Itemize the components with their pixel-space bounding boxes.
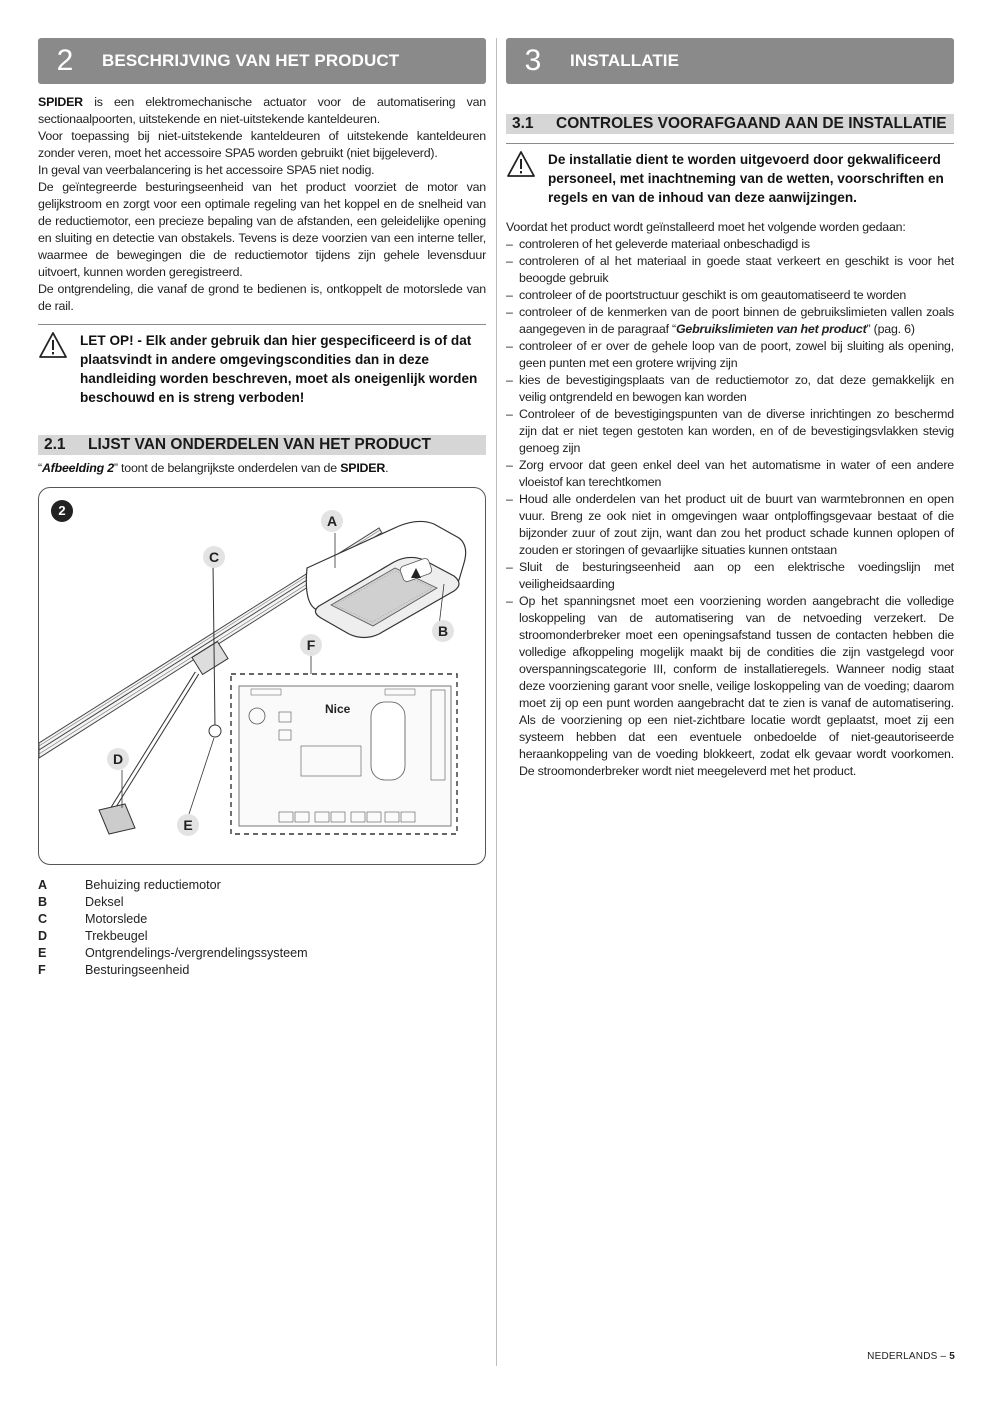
legend-key: C xyxy=(38,912,48,926)
section-3-1-header xyxy=(506,114,954,134)
figure-number-badge: 2 xyxy=(51,500,73,522)
list-item-text: ” (pag. 6) xyxy=(866,322,915,336)
legend-row xyxy=(38,962,486,979)
warning-text: LET OP! - Elk ander gebruik dan hier gespecificeerd is of dat plaatsvindt in andere omgevingscondities dan in deze handleiding worden beschreven, moet als oneigenlijk worden beschouwd en is streng verboden! xyxy=(80,333,478,405)
list-item: – kies de bevestigingsplaats van de reductiemotor zo, dat deze gemakkelijk en veilig ontgrendeld en bewogen kan worden xyxy=(506,372,954,406)
legend-row xyxy=(38,945,486,962)
legend-text: Motorslede xyxy=(85,912,148,926)
paragraph: Voor toepassing bij niet-uitstekende kanteldeuren of uitstekende kanteldeuren zonder veren, moet het accessoire SPA5 worden gebruikt (niet bijgeleverd). xyxy=(38,129,486,160)
label-b: B xyxy=(432,620,454,642)
warning-icon xyxy=(506,150,548,207)
paragraph: De ontgrendeling, die vanaf de grond te bedienen is, ontkoppelt de motorslede van de rail. xyxy=(38,282,486,313)
label-d: D xyxy=(107,748,129,770)
paragraph: In geval van veerbalancering is het accessoire SPA5 niet nodig. xyxy=(38,163,375,177)
page-number: 5 xyxy=(949,1351,955,1362)
list-item: – controleren of al het materiaal in goede staat verkeert en geschikt is voor het beoogde gebruik xyxy=(506,253,954,287)
section-2-1-header xyxy=(38,435,486,455)
product-description xyxy=(38,94,486,315)
section-title: LIJST VAN ONDERDELEN VAN HET PRODUCT xyxy=(88,436,432,453)
list-item xyxy=(506,304,954,338)
warning-box xyxy=(38,324,486,407)
legend-row xyxy=(38,894,486,911)
control-board xyxy=(231,674,457,834)
footer-language: NEDERLANDS – xyxy=(867,1351,950,1362)
chapter-number: 3 xyxy=(524,44,542,77)
section-link[interactable]: Gebruikslimieten van het product xyxy=(675,322,867,336)
legend-row xyxy=(38,877,486,894)
legend-key: A xyxy=(38,878,48,892)
figure-link[interactable]: Afbeelding 2 xyxy=(41,461,114,475)
label-e: E xyxy=(177,814,199,836)
legend-row xyxy=(38,928,486,945)
quote: “ xyxy=(38,461,42,475)
label-c: C xyxy=(203,546,225,568)
legend-key: B xyxy=(38,895,48,909)
chapter-2-header xyxy=(38,38,486,84)
chapter-3-header xyxy=(506,38,954,84)
figure-illustration xyxy=(39,488,485,864)
legend-text: Ontgrendelings-/vergrendelingssysteem xyxy=(85,946,308,960)
chapter-title: BESCHRIJVING VAN HET PRODUCT xyxy=(102,51,400,70)
warning-icon xyxy=(38,331,80,407)
product-name: SPIDER xyxy=(340,461,386,475)
list-item: – controleren of het geleverde materiaal onbeschadigd is xyxy=(506,236,954,253)
list-item: – controleer of er over de gehele loop van de poort, zowel bij sluiting als opening, geen punten met een grotere wrijving zijn xyxy=(506,338,954,372)
paragraph: De geïntegreerde besturingseenheid van het product voorziet de motor van gelijkstroom en zorgt voor een optimale regeling van het koppel en de snelheid van de reductiemotor, een precieze bepaling van de afstanden, een geleidelijke opening en sluiting en detectie van obstakels. Tevens is deze voorzien van een interne teller, waarmee de bewegingen die de reductiemotor tijdens zijn gehele levensduur uitvoert, kunnen worden geregistreerd. xyxy=(38,180,486,279)
legend-text: Trekbeugel xyxy=(85,929,148,943)
legend-text: Behuizing reductiemotor xyxy=(85,878,221,892)
figure-reference xyxy=(38,460,486,477)
section-title: CONTROLES VOORAFGAAND AAN DE INSTALLATIE xyxy=(556,115,947,132)
period: . xyxy=(385,461,389,475)
legend-text: Deksel xyxy=(85,895,124,909)
chapter-title: INSTALLATIE xyxy=(570,51,680,70)
list-item-text: controleer of de kenmerken van de poort binnen de gebruikslimieten vallen zoals aangegeven in de paragraaf “ xyxy=(519,305,954,336)
list-item: – Zorg ervoor dat geen enkel deel van het automatisme in water of een andere vloeistof kan terechtkomen xyxy=(506,457,954,491)
checklist-intro: Voordat het product wordt geïnstalleerd moet het volgende worden gedaan: xyxy=(506,220,906,234)
legend-key: F xyxy=(38,963,46,977)
figure-ref-text: ” toont de belangrijkste onderdelen van de xyxy=(113,461,341,475)
legend-row xyxy=(38,911,486,928)
chapter-number: 2 xyxy=(56,44,74,77)
list-item: – Houd alle onderdelen van het product uit de buurt van warmtebronnen en open vuur. Breng ze ook niet in omgevingen waar ontploffingsgevaar bestaat of die bijzonder zuur of zout zijn, want dan zou het product schade kunnen oplopen of zouden er storingen of gevaarlijke situaties kunnen ontstaan xyxy=(506,491,954,559)
product-name: SPIDER xyxy=(38,95,83,109)
intro-text: is een elektromechanische actuator voor de automatisering van sectionaalpoorten, uitstekende en niet-uitstekende kanteldeuren. xyxy=(38,95,486,126)
board-brand: Nice xyxy=(325,702,351,716)
figure-2 xyxy=(38,487,486,865)
right-column xyxy=(506,38,954,780)
column-divider xyxy=(496,38,497,1366)
section-number: 2.1 xyxy=(44,436,66,453)
page-footer xyxy=(867,1351,955,1362)
section-number: 3.1 xyxy=(512,115,534,132)
list-item: – Sluit de besturingseenheid aan op een elektrische voedingslijn met veiligheidsaarding xyxy=(506,559,954,593)
left-column xyxy=(38,38,486,979)
warning-text: De installatie dient te worden uitgevoerd door gekwalificeerd personeel, met inachtneming van de wetten, voorschriften en regels en van de inhoud van deze aanwijzingen. xyxy=(548,152,944,205)
legend-text: Besturingseenheid xyxy=(85,963,190,977)
checklist xyxy=(506,236,954,780)
list-item: – Controleer of de bevestigingspunten van de diverse inrichtingen zo beschermd zijn dat er niet tegen gestoten kan worden, en of de bevestigingsvlakken stevig genoeg zijn xyxy=(506,406,954,457)
list-item: – Op het spanningsnet moet een voorziening worden aangebracht die volledige loskoppeling van de automatisering van de netvoeding verzekert. De stroomonderbreker moet een openingsafstand tussen de contacten hebben die volledige afkoppeling mogelijk maakt bij de condities die zijn vastgelegd voor overspanningscategorie III, conform de installatieregels. Wanneer nodig staat deze voorziening garant voor snelle, veilige loskoppeling van de voeding; daarom moet zij op een punt worden aangebracht dat te zien is vanaf de automatisering. Als de voorziening op een niet-zichtbare locatie wordt geplaatst, moet zij een systeem hebben dat een eventuele onbedoelde of niet-geautoriseerde heraankoppeling van de voeding blokkeert, zodat elk gevaar wordt voorkomen. De stroomonderbreker wordt niet meegeleverd met het product. xyxy=(506,593,954,780)
intro-paragraph xyxy=(38,94,486,128)
legend-key: D xyxy=(38,929,48,943)
legend-key: E xyxy=(38,946,47,960)
list-item: – controleer of de poortstructuur geschikt is om geautomatiseerd te worden xyxy=(506,287,954,304)
label-a: A xyxy=(321,510,343,532)
label-f: F xyxy=(300,634,322,656)
figure-legend xyxy=(38,877,486,979)
warning-box xyxy=(506,143,954,207)
